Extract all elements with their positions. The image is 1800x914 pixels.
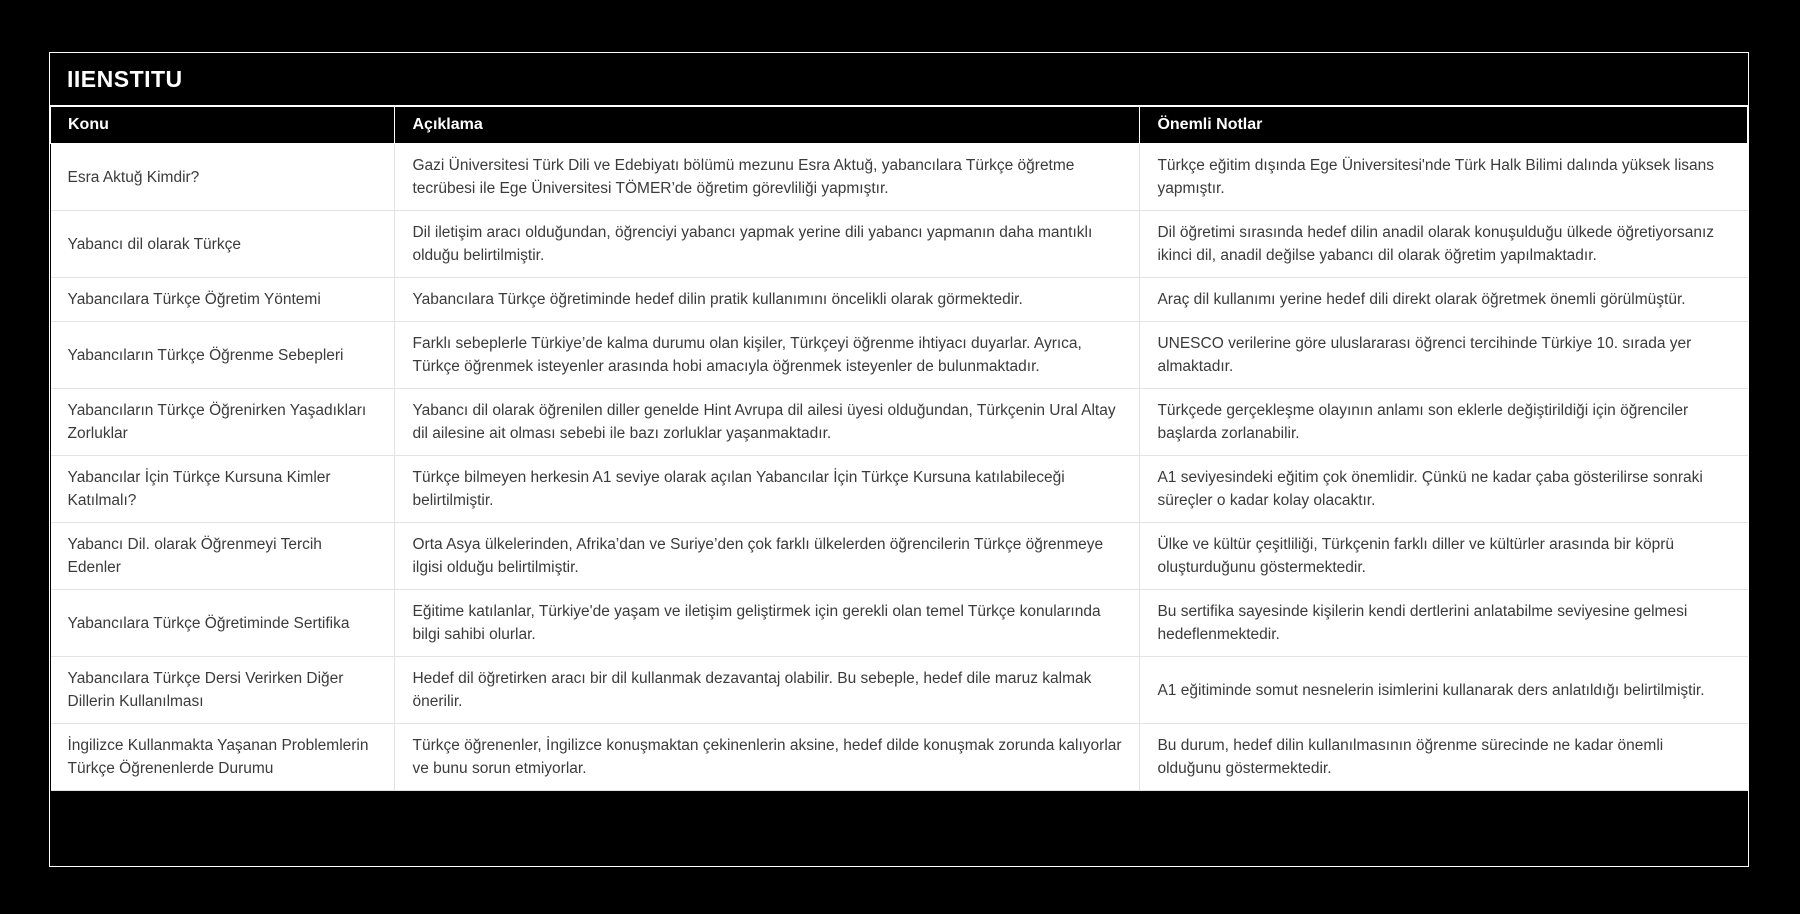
aciklama-cell: Eğitime katılanlar, Türkiye'de yaşam ve iletişim geliştirmek için gerekli olan temel Türkçe konularında bilgi sahibi olurlar. <box>395 590 1140 657</box>
aciklama-cell: Türkçe bilmeyen herkesin A1 seviye olarak açılan Yabancılar İçin Türkçe Kursuna katılabileceği belirtilmiştir. <box>395 456 1140 523</box>
table-row <box>51 724 1748 791</box>
aciklama-cell: Orta Asya ülkelerinden, Afrika’dan ve Suriye’den çok farklı ülkelerden öğrencilerin Türkçe öğrenmeye ilgisi olduğu belirtilmiştir. <box>395 523 1140 590</box>
notlar-cell: A1 eğitiminde somut nesnelerin isimlerini kullanarak ders anlatıldığı belirtilmiştir. <box>1140 657 1748 724</box>
notlar-cell: Bu sertifika sayesinde kişilerin kendi dertlerini anlatabilme seviyesine gelmesi hedeflenmektedir. <box>1140 590 1748 657</box>
notlar-cell: UNESCO verilerine göre uluslararası öğrenci tercihinde Türkiye 10. sırada yer almaktadır. <box>1140 322 1748 389</box>
notlar-cell: Türkçe eğitim dışında Ege Üniversitesi'nde Türk Halk Bilimi dalında yüksek lisans yapmıştır. <box>1140 144 1748 211</box>
notlar-cell: A1 seviyesindeki eğitim çok önemlidir. Çünkü ne kadar çaba gösterilirse sonraki süreçler o kadar kolay olacaktır. <box>1140 456 1748 523</box>
konu-cell: Yabancıların Türkçe Öğrenirken Yaşadıkları Zorluklar <box>51 389 395 456</box>
konu-cell: Yabancıların Türkçe Öğrenme Sebepleri <box>51 322 395 389</box>
table-body <box>51 144 1748 791</box>
konu-cell: Esra Aktuğ Kimdir? <box>51 144 395 211</box>
notlar-cell: Araç dil kullanımı yerine hedef dili direkt olarak öğretmek önemli görülmüştür. <box>1140 278 1748 322</box>
table-row <box>51 456 1748 523</box>
table-row <box>51 523 1748 590</box>
column-header-konu: Konu <box>51 107 395 144</box>
table-row <box>51 278 1748 322</box>
konu-cell: Yabancılara Türkçe Öğretim Yöntemi <box>51 278 395 322</box>
notlar-cell: Dil öğretimi sırasında hedef dilin anadil olarak konuşulduğu ülkede öğretiyorsanız ikinci dil, anadil değilse yabancı dil olarak öğretim yapılmaktadır. <box>1140 211 1748 278</box>
aciklama-cell: Dil iletişim aracı olduğundan, öğrenciyi yabancı yapmak yerine dili yabancı yapmanın daha mantıklı olduğu belirtilmiştir. <box>395 211 1140 278</box>
notlar-cell: Ülke ve kültür çeşitliliği, Türkçenin farklı diller ve kültürler arasında bir köprü oluşturduğunu göstermektedir. <box>1140 523 1748 590</box>
column-header-notlar: Önemli Notlar <box>1140 107 1748 144</box>
aciklama-cell: Hedef dil öğretirken aracı bir dil kullanmak dezavantaj olabilir. Bu sebeple, hedef dile maruz kalmak önerilir. <box>395 657 1140 724</box>
table-row <box>51 389 1748 456</box>
column-header-aciklama: Açıklama <box>395 107 1140 144</box>
table-row <box>51 322 1748 389</box>
aciklama-cell: Farklı sebeplerle Türkiye’de kalma durumu olan kişiler, Türkçeyi öğrenme ihtiyacı duyarlar. Ayrıca, Türkçe öğrenmek isteyenler arasında hobi amacıyla öğrenmek isteyenler de bulunmaktadır. <box>395 322 1140 389</box>
aciklama-cell: Gazi Üniversitesi Türk Dili ve Edebiyatı bölümü mezunu Esra Aktuğ, yabancılara Türkçe öğretme tecrübesi ile Ege Üniversitesi TÖMER’de öğretim görevliliği yapmıştır. <box>395 144 1140 211</box>
content-panel <box>49 52 1749 867</box>
table-header-row <box>51 107 1748 144</box>
table-row <box>51 211 1748 278</box>
aciklama-cell: Yabancılara Türkçe öğretiminde hedef dilin pratik kullanımını öncelikli olarak görmektedir. <box>395 278 1140 322</box>
konu-cell: Yabancılar İçin Türkçe Kursuna Kimler Katılmalı? <box>51 456 395 523</box>
table-row <box>51 590 1748 657</box>
aciklama-cell: Türkçe öğrenenler, İngilizce konuşmaktan çekinenlerin aksine, hedef dilde konuşmak zorunda kalıyorlar ve bunu sorun etmiyorlar. <box>395 724 1140 791</box>
konu-cell: Yabancı dil olarak Türkçe <box>51 211 395 278</box>
notlar-cell: Bu durum, hedef dilin kullanılmasının öğrenme sürecinde ne kadar önemli olduğunu göstermektedir. <box>1140 724 1748 791</box>
aciklama-cell: Yabancı dil olarak öğrenilen diller genelde Hint Avrupa dil ailesi üyesi olduğundan, Türkçenin Ural Altay dil ailesine ait olması sebebi ile bazı zorluklar yaşanmaktadır. <box>395 389 1140 456</box>
table-row <box>51 144 1748 211</box>
konu-cell: Yabancılara Türkçe Öğretiminde Sertifika <box>51 590 395 657</box>
konu-cell: Yabancı Dil. olarak Öğrenmeyi Tercih Edenler <box>51 523 395 590</box>
brand-title: IIENSTITU <box>50 53 1748 106</box>
konu-cell: İngilizce Kullanmakta Yaşanan Problemlerin Türkçe Öğrenenlerde Durumu <box>51 724 395 791</box>
info-table <box>50 106 1748 791</box>
konu-cell: Yabancılara Türkçe Dersi Verirken Diğer Dillerin Kullanılması <box>51 657 395 724</box>
notlar-cell: Türkçede gerçekleşme olayının anlamı son eklerle değiştirildiği için öğrenciler başlarda zorlanabilir. <box>1140 389 1748 456</box>
table-header <box>51 107 1748 144</box>
table-row <box>51 657 1748 724</box>
